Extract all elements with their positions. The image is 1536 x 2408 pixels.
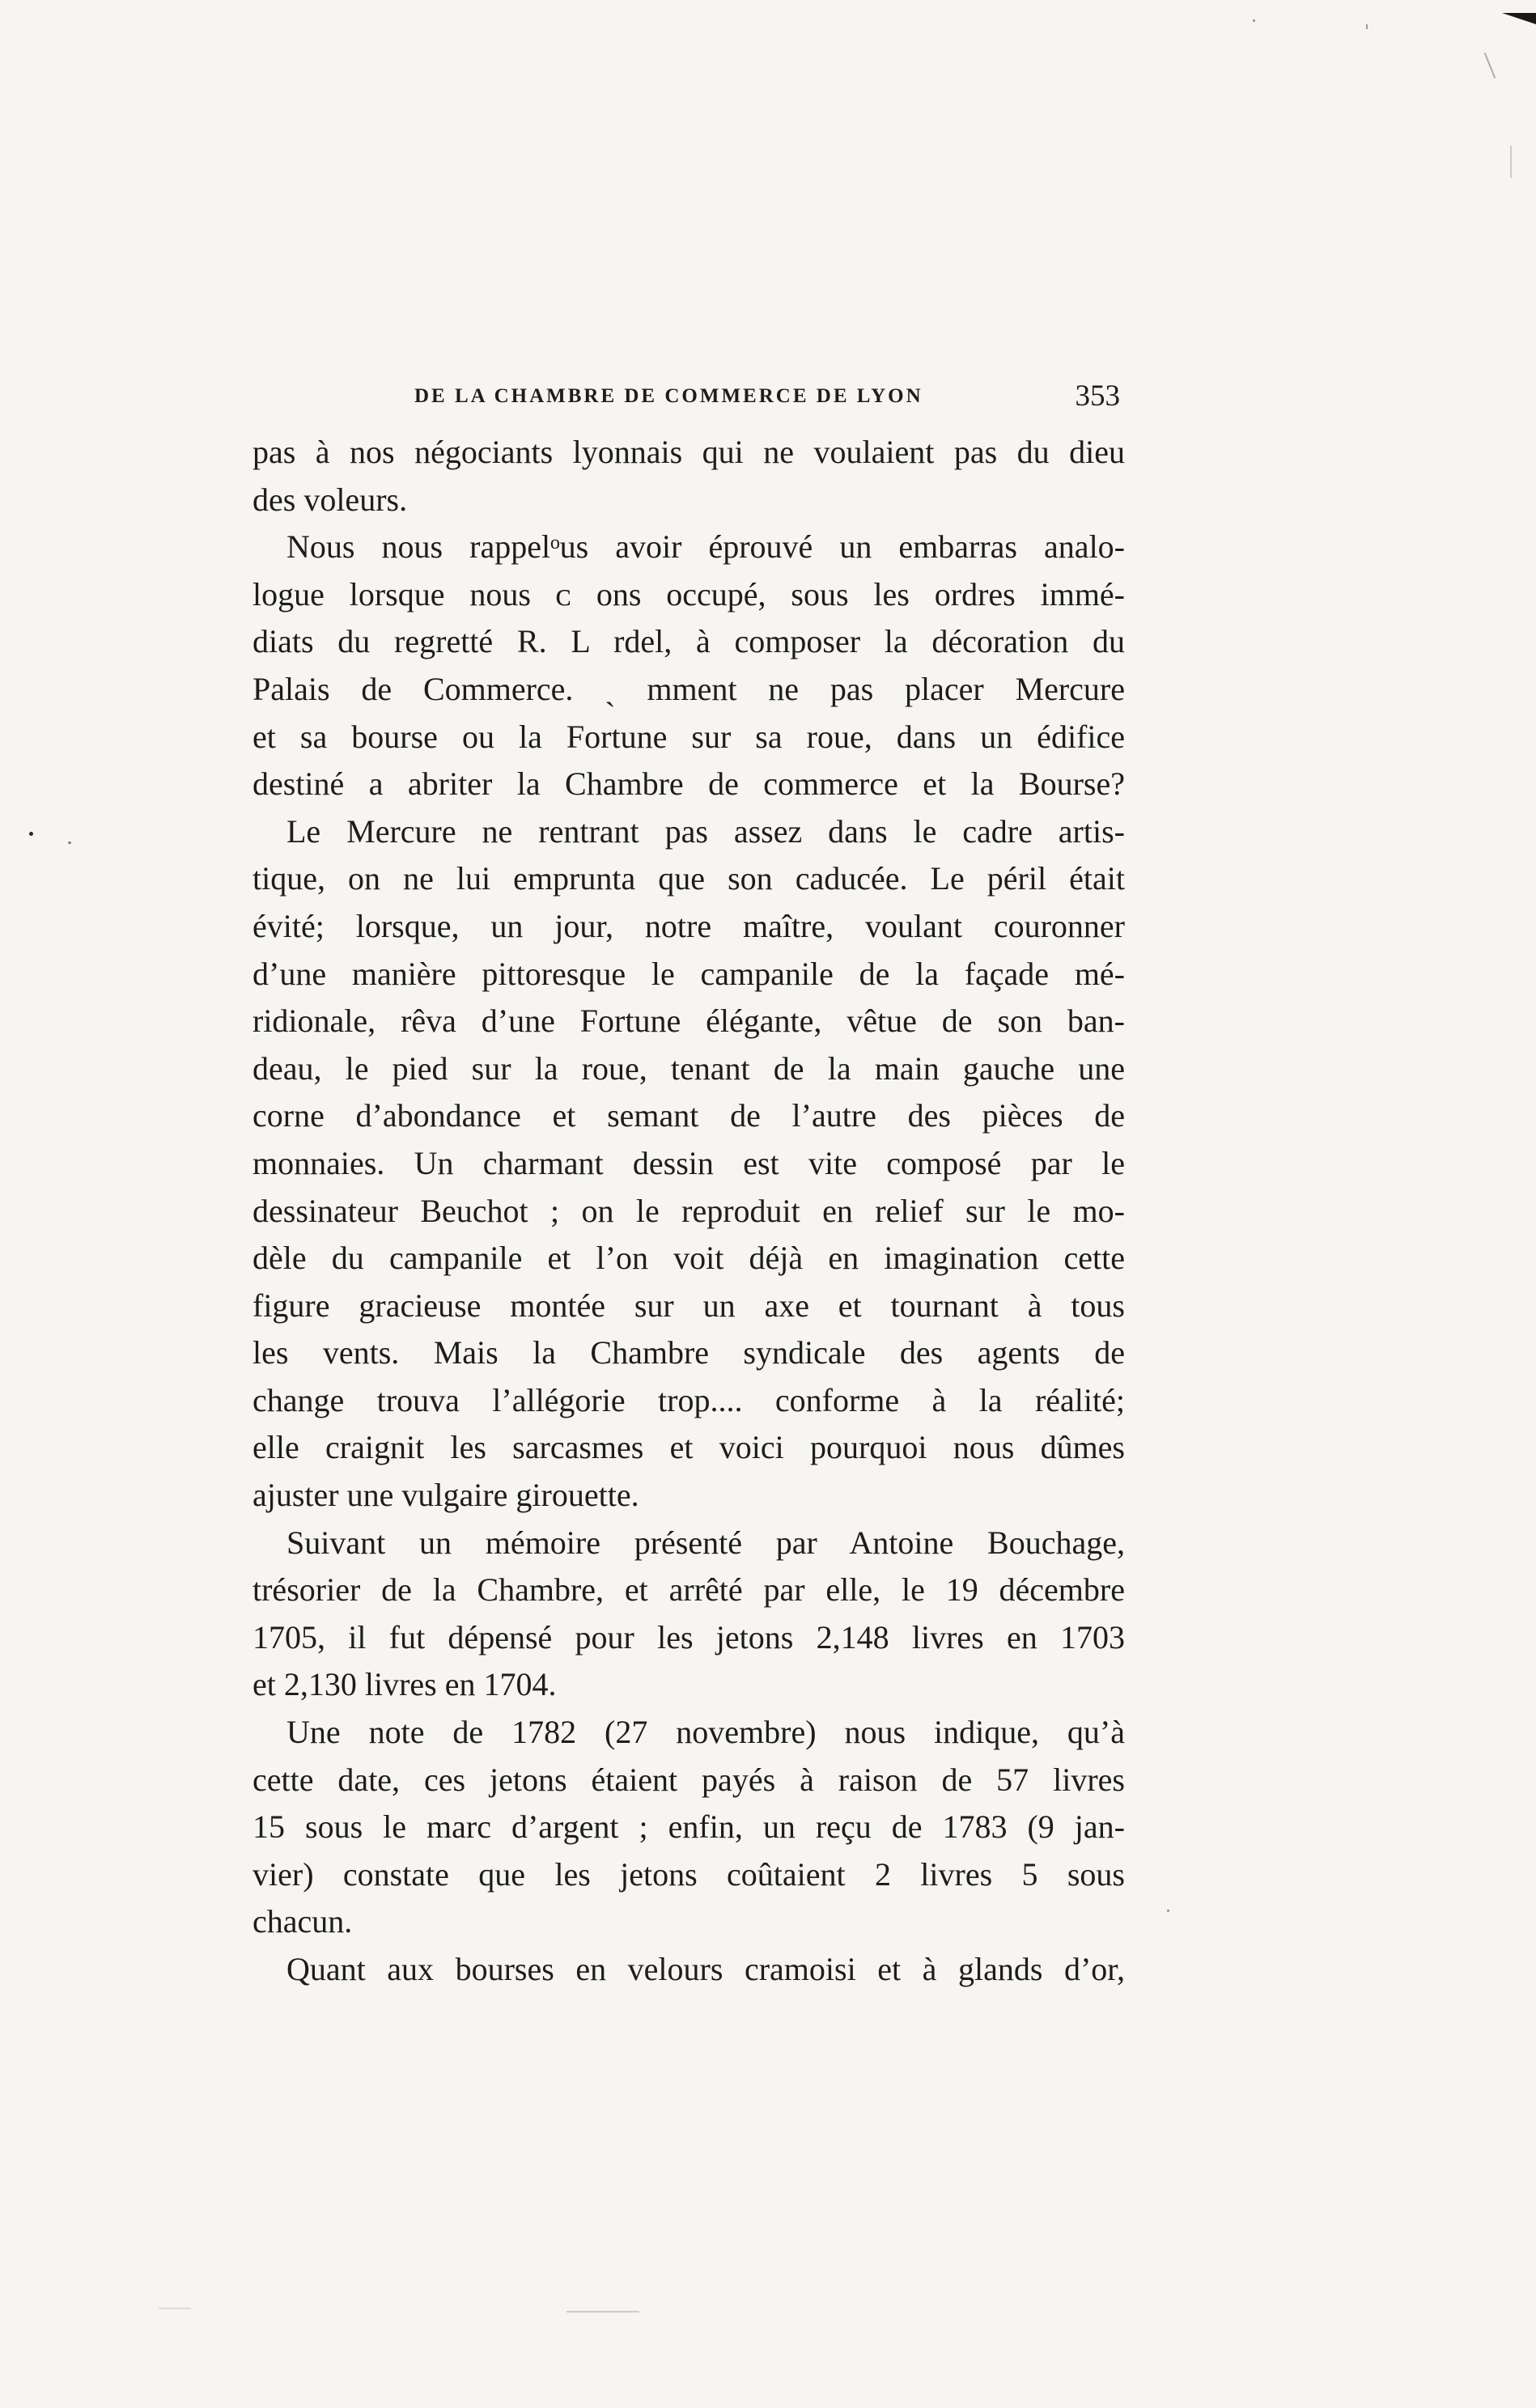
text-line: chacun. [252,1903,353,1940]
scan-speck [1366,24,1368,29]
scan-speck [1167,1910,1169,1912]
scan-speck [1510,146,1512,178]
text-line: 15 sous le marc d’argent ; enfin, un reçu de 1783 (9 jan- [252,1808,1125,1846]
text-line: ridionale, rêva d’une Fortune élégante, vêtue de son ban- [252,1003,1125,1040]
text-line: destiné a abriter la Chambre de commerce et la Bourse? [252,765,1125,803]
text-line: d’une manière pittoresque le campanile de la façade mé- [252,955,1125,992]
text-body [252,429,1125,1994]
scan-speck [159,2308,191,2309]
text-line: Nous nous rappelᵒus avoir éprouvé un embarras analo- [286,528,1125,566]
text-line: et sa bourse ou la Fortune sur sa roue, dans un édifice [252,718,1125,755]
text-line: vier) constate que les jetons coûtaient 2 livres 5 sous [252,1855,1125,1893]
text-line: ajuster une vulgaire girouette. [252,1477,639,1514]
scan-corner-mark [1502,13,1536,24]
paragraph [252,808,1125,1520]
text-line: Quant aux bourses en velours cramoisi et à glands d’or, [286,1951,1125,1987]
paragraph [252,524,1125,808]
text-line: logue lorsque nous ᴄ ons occupé, sous les ordres immé- [252,575,1125,613]
text-line: Une note de 1782 (27 novembre) nous indique, qu’à [286,1714,1125,1751]
text-line: corne d’abondance et semant de l’autre des pièces de [252,1097,1125,1134]
text-line: dèle du campanile et l’on voit déjà en imagination cette [252,1240,1125,1277]
scan-speck [29,832,33,836]
text-line: Palais de Commerce. ˎ mment ne pas placer Mercure [252,670,1125,707]
scan-speck [566,2311,639,2313]
text-line: Suivant un mémoire présenté par Antoine Bouchage, [286,1524,1125,1561]
scan-speck [68,842,71,844]
text-line: Le Mercure ne rentrant pas assez dans le cadre artis- [286,812,1125,850]
text-line: des voleurs. [252,481,408,518]
paragraph [252,1709,1125,1946]
paragraph [252,1946,1125,1994]
text-line: pas à nos négociants lyonnais qui ne voulaient pas du dieu [252,434,1125,470]
text-line: figure gracieuse montée sur un axe et tournant à tous [252,1287,1125,1324]
text-line: cette date, ces jetons étaient payés à raison de 57 livres [252,1761,1125,1798]
paragraph [252,429,1125,524]
text-line: et 2,130 livres en 1704. [252,1666,557,1703]
text-line: tique, on ne lui emprunta que son caducée. Le péril était [252,860,1125,897]
text-line: 1705, il fut dépensé pour les jetons 2,148 livres en 1703 [252,1618,1125,1656]
text-line: dessinateur Beuchot ; on le reproduit en relief sur le mo- [252,1192,1125,1229]
page-number: 353 [1075,379,1120,413]
text-line: elle craignit les sarcasmes et voici pourquoi nous dûmes [252,1429,1125,1466]
text-line: change trouva l’allégorie trop.... conforme à la réalité; [252,1381,1125,1418]
page-header [414,379,1125,419]
running-head: DE LA CHAMBRE DE COMMERCE DE LYON [414,385,923,407]
scan-speck [1253,19,1255,22]
paragraph [252,1520,1125,1709]
text-line: monnaies. Un charmant dessin est vite composé par le [252,1144,1125,1181]
scan-speck [1484,53,1496,78]
text-line: trésorier de la Chambre, et arrêté par elle, le 19 décembre [252,1571,1125,1609]
text-line: évité; lorsque, un jour, notre maître, voulant couronner [252,907,1125,944]
text-line: les vents. Mais la Chambre syndicale des agents de [252,1334,1125,1371]
text-line: deau, le pied sur la roue, tenant de la main gauche une [252,1049,1125,1087]
text-line: diats du regretté R. L rdel, à composer la décoration du [252,623,1125,660]
